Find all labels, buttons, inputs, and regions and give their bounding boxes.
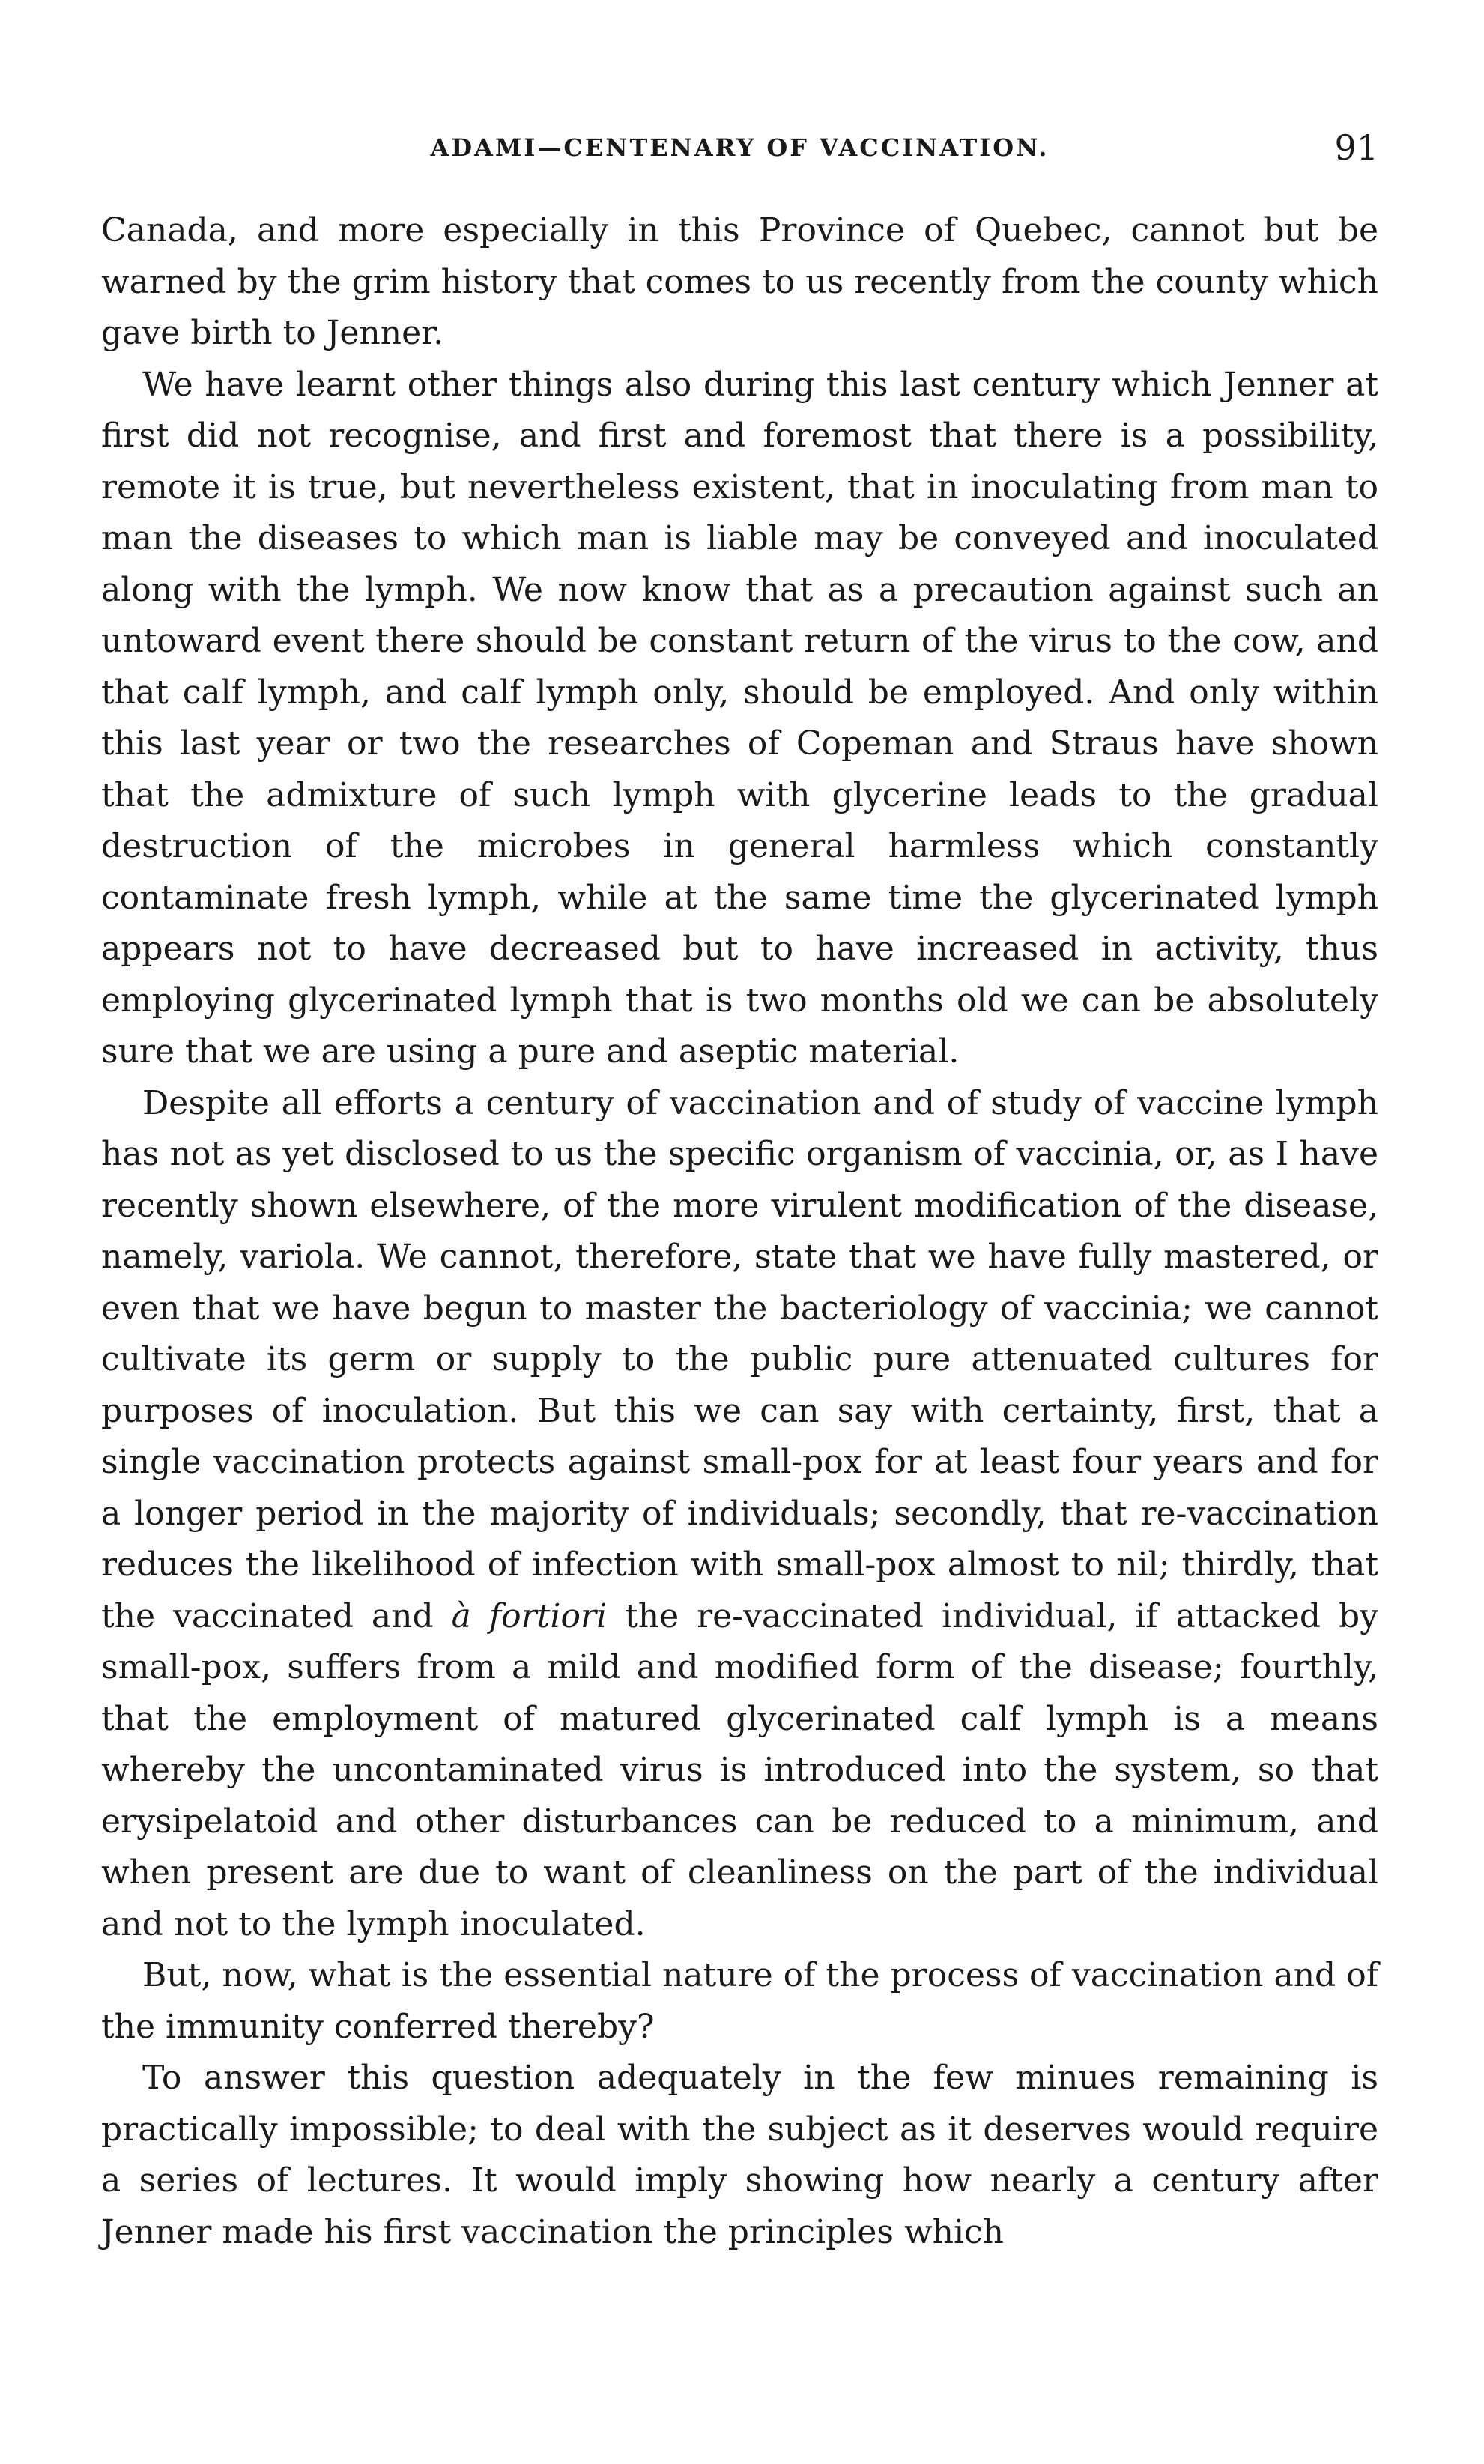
running-header bbox=[101, 127, 1378, 187]
paragraph-3-text-after: the re-vaccinated individual, if attacked by small-pox, suffers from a mild and modified form of the disease; fourthly, that the employment of matured glycerinated calf lymph is a means whereby the uncontaminated virus is introduced into the system, so that erysipelatoid and other disturbances can be reduced to a minimum, and when present are due to want of cleanliness on the part of the individual and not to the lymph inoculated. bbox=[101, 1596, 1378, 1943]
document-page bbox=[101, 127, 1378, 2258]
paragraph-2: We have learnt other things also during this last century which Jenner at first did not recognise, and first and foremost that there is a possibility, remote it is true, but nevertheless existent, that in inoculating from man to man the diseases to which man is liable may be conveyed and inoculated along with the lymph. We now know that as a precaution against such an untoward event there should be constant return of the virus to the cow, and that calf lymph, and calf lymph only, should be employed. And only within this last year or two the researches of Copeman and Straus have shown that the admixture of such lymph with glycerine leads to the gradual destruction of the microbes in general harmless which constantly contaminate fresh lymph, while at the same time the glycerinated lymph appears not to have decreased but to have increased in activity, thus employing glycerinated lymph that is two months old we can be absolutely sure that we are using a pure and aseptic material. bbox=[101, 365, 1378, 1071]
paragraph-3-italic-phrase: à fortiori bbox=[451, 1596, 608, 1635]
page-number: 91 bbox=[1334, 127, 1378, 168]
paragraph-1: Canada, and more especially in this Province of Quebec, cannot but be warned by the grim history that comes to us recently from the county which gave birth to Jenner. bbox=[101, 211, 1378, 352]
body-text bbox=[101, 205, 1378, 2258]
paragraph-4: But, now, what is the essential nature of the process of vaccination and of the immunity conferred thereby? bbox=[101, 1956, 1378, 2046]
paragraph-5: To answer this question adequately in the few minues remaining is practically impossible; to deal with the subject as it deserves would require a series of lectures. It would imply showing how nearly a century after Jenner made his first vaccination the principles which bbox=[101, 2059, 1378, 2251]
paragraph-3-text-before: Despite all efforts a century of vaccination and of study of vaccine lymph has not as yet disclosed to us the specific organism of vaccinia, or, as I have recently shown elsewhere, of the more virulent modification of the disease, namely, variola. We cannot, therefore, state that we have fully mastered, or even that we have begun to master the bacteriology of vaccinia; we cannot cultivate its germ or supply to the public pure attenuated cultures for purposes of inoculation. But this we can say with certainty, first, that a single vaccination protects against small-pox for at least four years and for a longer period in the majority of individuals; secondly, that re-vaccination reduces the likelihood of infection with small-pox almost to nil; thirdly, that the vaccinated and bbox=[101, 1083, 1378, 1635]
paragraph-3 bbox=[101, 1078, 1378, 1951]
running-title: ADAMI—CENTENARY OF VACCINATION. bbox=[430, 133, 1050, 162]
